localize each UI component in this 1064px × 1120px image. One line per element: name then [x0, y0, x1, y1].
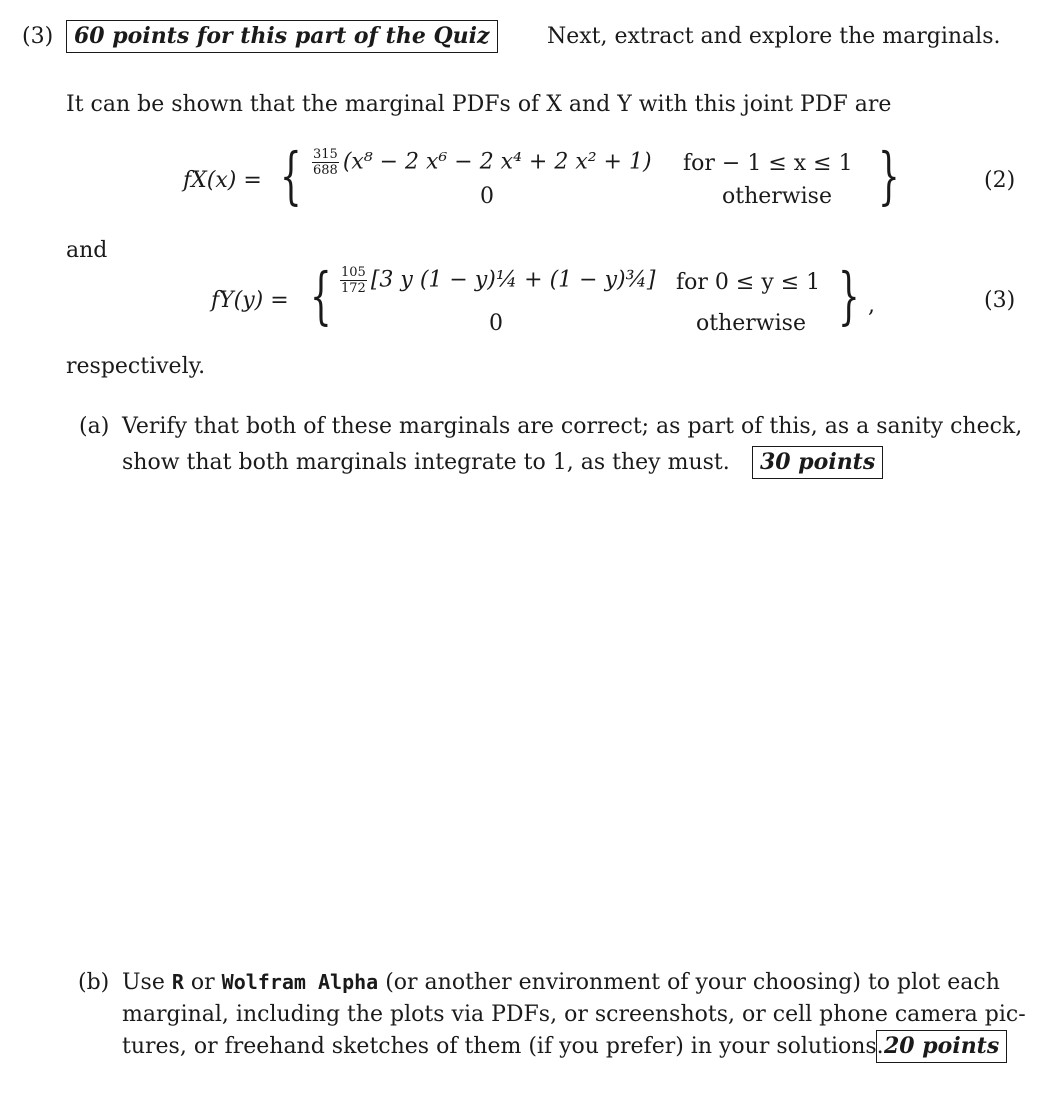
and-text: and	[66, 238, 108, 263]
eq3-zero: 0	[489, 311, 503, 336]
eq3-coefficient: $\frac{105}{172}$	[341, 265, 366, 296]
eq3-right-brace: }	[838, 259, 860, 332]
eq2-lhs: fX(x) =	[183, 168, 262, 193]
part-b-line-1	[122, 970, 1000, 996]
eq2-condition: for − 1 ≤ x ≤ 1	[683, 151, 853, 176]
eq2-piece-1	[312, 148, 652, 177]
part-b-line-2: marginal, including the plots via PDFs, or screenshots, or cell phone camera pic-	[122, 1002, 1026, 1027]
part-b-r: R	[171, 970, 184, 994]
part-a-line-1: Verify that both of these marginals are correct; as part of this, as a sanity check,	[122, 414, 1023, 439]
part-b-line-1-rest: (or another environment of your choosing) to plot each	[385, 970, 1000, 995]
eq3-otherwise: otherwise	[696, 311, 806, 336]
problem-number: (3)	[22, 24, 54, 49]
header-intro: Next, extract and explore the marginals.	[547, 24, 1001, 49]
part-a-label: (a)	[79, 414, 110, 439]
part-b-label: (b)	[78, 970, 110, 995]
respectively-text: respectively.	[66, 354, 206, 379]
part-b-wolfram: Wolfram Alpha	[221, 970, 379, 994]
statement-text: It can be shown that the marginal PDFs of X and Y with this joint PDF are	[66, 92, 892, 117]
eq3-comma: ,	[868, 293, 875, 318]
eq3-lhs: fY(y) =	[211, 288, 289, 313]
part-b-use: Use	[122, 970, 165, 995]
eq3-left-brace: {	[310, 259, 332, 332]
part-b-line-3: tures, or freehand sketches of them (if you prefer) in your solutions.	[122, 1034, 884, 1059]
part-b-points: 20 points	[876, 1030, 1007, 1063]
eq3-condition: for 0 ≤ y ≤ 1	[676, 270, 821, 295]
eq2-right-brace: }	[878, 139, 900, 212]
part-b-or: or	[190, 970, 215, 995]
eq2-polynomial: (x⁸ − 2 x⁶ − 2 x⁴ + 2 x² + 1)	[342, 149, 652, 175]
points-box-header: 60 points for this part of the Quiz	[66, 20, 498, 53]
eq2-zero: 0	[480, 184, 494, 209]
part-a-line-2: show that both marginals integrate to 1, as they must.	[122, 450, 730, 475]
eq2-number: (2)	[984, 168, 1016, 193]
eq3-expression: [3 y (1 − y)¼ + (1 − y)¾]	[370, 267, 656, 293]
part-a-points: 30 points	[752, 446, 883, 479]
eq3-number: (3)	[984, 288, 1016, 313]
eq2-left-brace: {	[280, 139, 302, 212]
eq2-otherwise: otherwise	[722, 184, 832, 209]
eq2-coefficient: $\frac{315}{688}$	[313, 147, 338, 178]
eq3-piece-1	[340, 266, 656, 295]
